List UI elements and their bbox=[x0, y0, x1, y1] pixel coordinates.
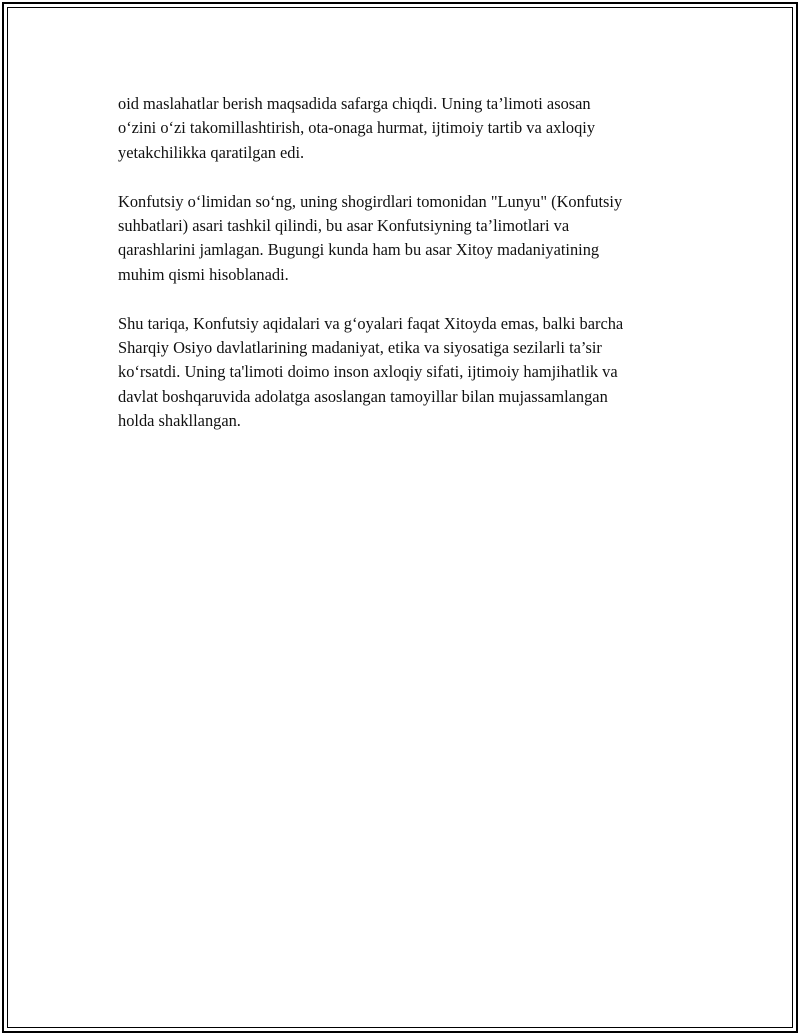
paragraph-line: davlat boshqaruvida adolatga asoslangan tamoyillar bilan mujassamlangan bbox=[118, 386, 608, 406]
paragraph-line: yetakchilikka qaratilgan edi. bbox=[118, 142, 305, 162]
paragraph-line: ko‘rsatdi. Uning ta'limoti doimo inson axloqiy sifati, ijtimoiy hamjihatlik va bbox=[118, 362, 618, 382]
paragraph-line: muhim qismi hisoblanadi. bbox=[118, 264, 289, 284]
paragraph-line: Sharqiy Osiyo davlatlarining madaniyat, etika va siyosatiga sezilarli ta’sir bbox=[118, 338, 602, 358]
paragraph-line: suhbatlari) asari tashkil qilindi, bu asar Konfutsiyning ta’limotlari va bbox=[118, 216, 570, 236]
document-body bbox=[118, 92, 693, 458]
paragraph-1 bbox=[118, 92, 693, 165]
paragraph-line: Konfutsiy o‘limidan so‘ng, uning shogirdlari tomonidan "Lunyu" (Konfutsiy bbox=[118, 191, 623, 211]
paragraph-2 bbox=[118, 190, 693, 288]
paragraph-3 bbox=[118, 312, 693, 434]
paragraph-line: o‘zini o‘zi takomillashtirish, ota-onaga hurmat, ijtimoiy tartib va axloqiy bbox=[118, 118, 596, 138]
paragraph-line: oid maslahatlar berish maqsadida safarga chiqdi. Uning ta’limoti asosan bbox=[118, 94, 591, 113]
paragraph-line: Shu tariqa, Konfutsiy aqidalari va g‘oyalari faqat Xitoyda emas, balki barcha bbox=[118, 313, 624, 333]
paragraph-line: holda shakllangan. bbox=[118, 411, 241, 431]
paragraph-line: qarashlarini jamlagan. Bugungi kunda ham bu asar Xitoy madaniyatining bbox=[118, 240, 600, 260]
